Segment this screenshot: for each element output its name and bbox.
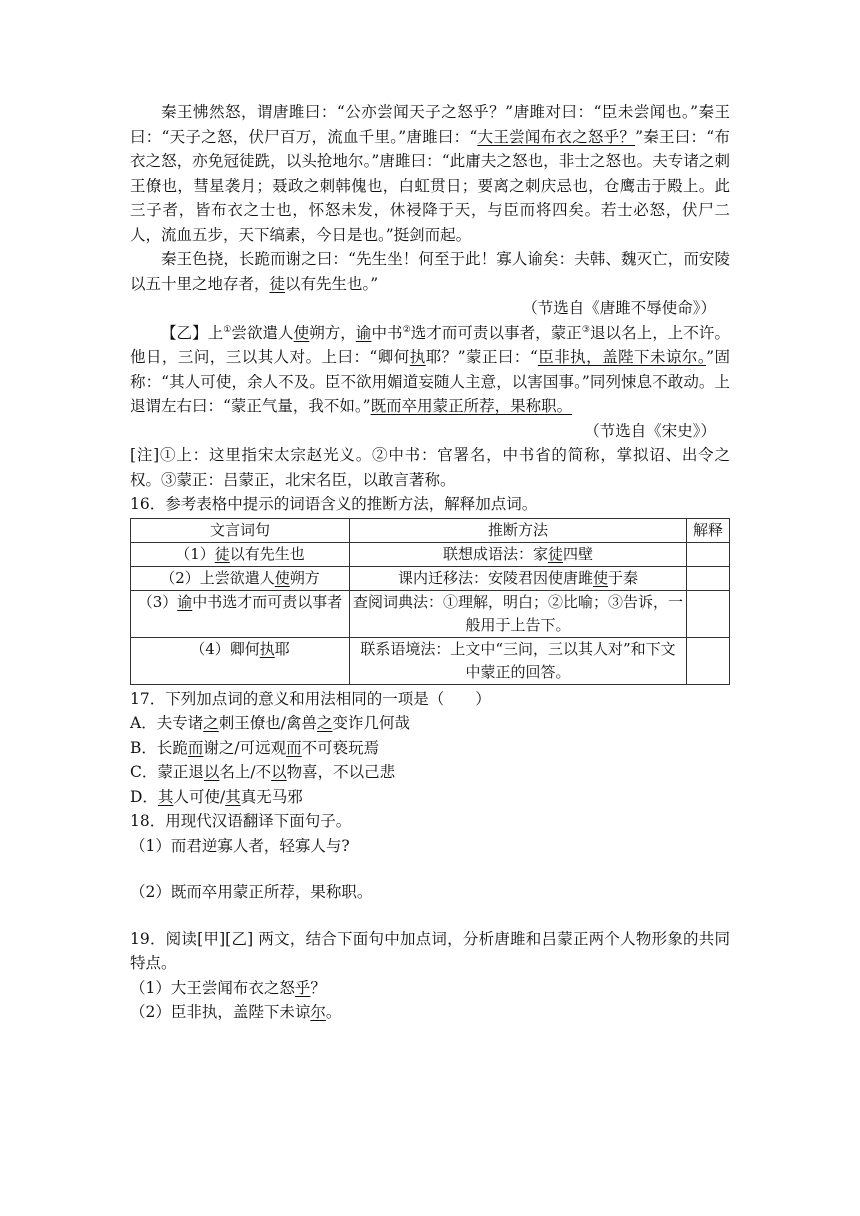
underlined-word: 执 — [259, 639, 275, 658]
underlined-word: 徒 — [214, 544, 230, 563]
question-19-stem: 19．阅读[甲][乙] 两文，结合下面句中加点词，分析唐雎和吕蒙正两个人物形象的共同特点。 — [130, 929, 730, 972]
text: 于秦 — [608, 568, 639, 587]
underlined-word: 使 — [293, 323, 310, 342]
answer-space[interactable] — [130, 858, 730, 880]
text: （4）卿何 — [190, 639, 260, 658]
underlined-word: 以 — [271, 763, 287, 781]
question-19-item-1 — [130, 976, 730, 1001]
underlined-word: 其 — [225, 787, 241, 806]
text: （2）上尝欲遣人 — [160, 568, 275, 587]
question-16-stem: 16．参考表格中提示的词语含义的推断方法，解释加点词。 — [130, 495, 538, 513]
text: 上 — [207, 323, 224, 342]
text: 四壁 — [563, 544, 594, 563]
text: 刺王僚也/禽兽 — [218, 714, 317, 732]
question-19-item-2 — [130, 1000, 730, 1025]
underlined-word: 以 — [203, 763, 220, 781]
passage-jia-paragraph-2 — [130, 247, 730, 296]
text: 秦王怫然怒，谓唐雎曰：“公亦尝闻天子之怒乎？”唐雎对曰：“臣未尝闻也。”秦王曰：“天子之怒，伏尸百万，流血千里。”唐雎曰：“ — [130, 103, 730, 146]
table-row — [131, 637, 730, 684]
underlined-word: 谕 — [355, 323, 372, 342]
underlined-sentence: 臣非执，盖陛下未谅尔。 — [537, 348, 707, 366]
table-cell — [131, 637, 350, 684]
answer-cell[interactable] — [687, 542, 730, 566]
table-cell — [350, 542, 687, 566]
text: 以有先生也。” — [285, 274, 379, 293]
text: 选才而可责以事者，蒙正 — [410, 323, 582, 342]
text: 朔方， — [309, 323, 356, 342]
inference-table — [130, 518, 730, 685]
text: 不可亵玩焉 — [301, 738, 380, 757]
header-cell: 推断方法 — [350, 518, 687, 542]
text: ？ — [310, 978, 326, 997]
underlined-word: 使 — [592, 568, 608, 587]
text: 朔方 — [289, 568, 320, 587]
text: 以有先生也 — [229, 544, 305, 563]
underlined-word: 谕 — [177, 592, 193, 611]
text: 真无马邪 — [240, 787, 303, 806]
text: C．蒙正退 — [130, 763, 204, 781]
passage-label: 【乙】 — [161, 323, 208, 342]
underlined-word: 徒 — [547, 544, 563, 563]
answer-cell[interactable] — [687, 637, 730, 684]
question-17-stem: 17．下列加点词的意义和用法相同的一项是（ ） — [130, 689, 491, 708]
footnotes: [注]①上：这里指宋太宗赵光义。②中书：官署名，中书省的简称，掌拟诏、出令之权。③蒙正：吕蒙正，北宋名臣，以敢言著称。 — [130, 446, 730, 489]
underlined-word: 之 — [203, 714, 219, 732]
table-row — [131, 566, 730, 590]
text: 中书 — [371, 323, 403, 342]
question-18-item-1: （1）而君逆寡人者，轻寡人与? — [130, 836, 350, 855]
answer-cell[interactable] — [687, 590, 730, 637]
text: 课内迁移法：安陵君因使唐雎 — [397, 568, 593, 587]
table-cell — [131, 590, 350, 637]
source-yi: （节选自《宋史》） — [584, 421, 716, 440]
question-18-item-2: （2）既而卒用蒙正所荐，果称职。 — [130, 883, 373, 901]
text: 中书选才而可责以事者 — [192, 592, 343, 611]
text: 。 — [325, 1003, 342, 1021]
text: 退以名上，上不许。他日，三问，三以其人对。上曰：“卿何 — [130, 323, 730, 366]
text: 谢之/可远观 — [203, 738, 287, 757]
text: ”固称：“其人可使，余人不及。臣不欲用媚道妄随人主意，以害国事。”同列悚息不敢动。上退谓左右曰：“蒙正气量，我不如。” — [130, 348, 730, 415]
passage-jia-paragraph-1 — [130, 100, 730, 247]
question-18-stem: 18．用现代汉语翻译下面句子。 — [130, 812, 352, 830]
text: B．长跪 — [130, 738, 188, 757]
text: 人可使/ — [173, 787, 226, 806]
underlined-word: 徒 — [269, 274, 286, 293]
table-cell: 联系语境法：上文中“三问，三以其人对”和下文中蒙正的回答。 — [350, 637, 687, 684]
footnote-marker: ② — [402, 324, 411, 335]
text: D． — [130, 787, 158, 806]
header-cell: 解释 — [687, 518, 730, 542]
table-row — [131, 590, 730, 637]
underlined-sentence: 既而卒用蒙正所荐，果称职。 — [370, 397, 573, 415]
underlined-word: 其 — [157, 787, 174, 806]
text: （2）臣非执，盖陛下未谅 — [130, 1003, 311, 1021]
table-cell — [131, 542, 350, 566]
passage-yi-paragraph — [130, 321, 730, 419]
underlined-sentence: 大王尝闻布衣之怒乎？ — [477, 127, 636, 146]
text: A．夫专诸 — [130, 714, 204, 732]
option-d[interactable] — [130, 785, 730, 810]
text: 耶 — [274, 639, 290, 658]
document-page — [130, 100, 730, 1025]
text: （3） — [137, 592, 178, 611]
text: （1） — [175, 544, 215, 563]
underlined-word: 使 — [274, 568, 290, 587]
underlined-word: 尔 — [310, 1003, 326, 1021]
option-a[interactable] — [130, 711, 730, 736]
underlined-word: 乎 — [294, 978, 311, 997]
underlined-word: 之 — [316, 714, 333, 732]
text: 秦王色挠，长跪而谢之曰：“先生坐！何至于此！寡人谕矣：夫韩、魏灭亡，而安陵以五十里之地存者， — [130, 250, 730, 293]
table-cell: 查阅词典法：①理解，明白；②比喻；③告诉，一般用于上告下。 — [350, 590, 687, 637]
underlined-word: 而 — [187, 738, 204, 757]
text: 联想成语法：家 — [442, 544, 548, 563]
footnote-marker: ③ — [581, 324, 590, 335]
option-b[interactable] — [130, 736, 730, 761]
table-header-row — [131, 518, 730, 542]
table-cell — [131, 566, 350, 590]
underlined-word: 执 — [409, 348, 426, 366]
answer-space[interactable] — [130, 905, 730, 927]
source-jia: （节选自《唐雎不辱使命》） — [522, 299, 716, 317]
text: 尝欲遣人 — [231, 323, 294, 342]
answer-cell[interactable] — [687, 566, 730, 590]
text: ”秦王曰：“布衣之怒，亦免冠徒跣，以头抢地尔。”唐雎曰：“此庸夫之怒也，非士之怒也。夫专诸之刺王僚也，彗星袭月；聂政之刺韩傀也，白虹贯日；要离之刺庆忌也，仓鹰击于殿上。此三子者，皆布衣之士也，怀怒未发，休祲降于天，与臣而将四矣。若士必怒，伏尸二人，流血五步，天下缟素，今日是也。”挺剑而起。 — [130, 127, 730, 244]
text: 耶？”蒙正曰：“ — [425, 348, 538, 366]
header-cell: 文言词句 — [131, 518, 350, 542]
table-cell — [350, 566, 687, 590]
text: 物喜，不以己悲 — [286, 763, 396, 781]
underlined-word: 而 — [286, 738, 302, 757]
footnote-marker: ① — [223, 324, 232, 335]
option-c[interactable] — [130, 760, 730, 785]
table-row — [131, 542, 730, 566]
text: 变诈几何哉 — [332, 714, 410, 732]
text: （1）大王尝闻布衣之怒 — [130, 978, 295, 997]
text: 名上/不 — [219, 763, 272, 781]
